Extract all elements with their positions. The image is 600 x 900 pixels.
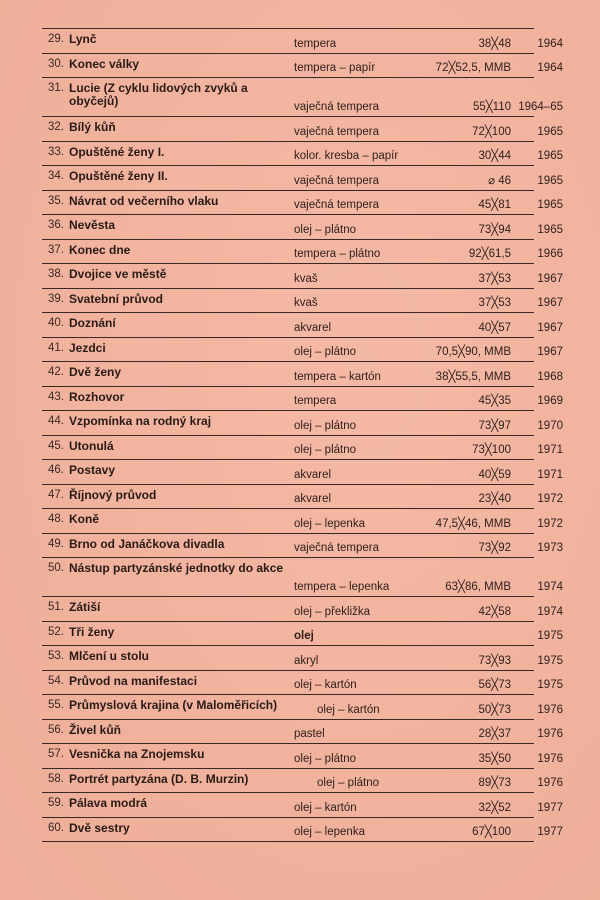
- artwork-size: 37╳53: [478, 297, 511, 309]
- artwork-title: Rozhovor: [69, 389, 125, 404]
- artwork-size: 89╳73: [478, 777, 511, 789]
- table-row: [42, 818, 563, 843]
- artwork-size: 38╳48: [478, 37, 511, 50]
- table-row: [42, 338, 563, 363]
- artwork-title: Lucie (Z cyklu lidových zvyků a obyčejů): [69, 81, 248, 108]
- artwork-medium: kvaš: [294, 297, 318, 309]
- table-row: [42, 671, 563, 696]
- artwork-title: Konec války: [69, 56, 140, 71]
- artwork-size: ⌀ 46: [488, 174, 511, 187]
- row-number: 37.: [48, 243, 64, 256]
- artwork-size: 67╳100: [472, 826, 511, 838]
- artwork-year: 1971: [537, 444, 563, 456]
- artwork-year: 1965: [537, 223, 563, 236]
- artwork-year: 1969: [537, 395, 563, 407]
- artwork-title: Brno od Janáčkova divadla: [69, 536, 225, 551]
- artwork-year: 1977: [537, 826, 563, 838]
- table-row: [42, 460, 563, 485]
- table-row: [42, 191, 563, 216]
- table-row: [42, 558, 563, 597]
- artwork-medium: vaječná tempera: [294, 199, 380, 211]
- table-row: [42, 744, 563, 769]
- artwork-size: 73╳92: [478, 542, 511, 554]
- artwork-medium: olej – plátno: [294, 346, 357, 358]
- artwork-medium: olej – překližka: [294, 605, 371, 618]
- table-row: [42, 597, 563, 622]
- artwork-medium: olej – kartón: [317, 703, 380, 716]
- row-number: 32.: [48, 121, 64, 133]
- row-number: 45.: [48, 439, 64, 452]
- artwork-medium: kvaš: [294, 272, 318, 285]
- artwork-medium: vaječná tempera: [294, 101, 380, 113]
- artwork-medium: tempera – kartón: [294, 370, 381, 383]
- artwork-title: Dvojice ve městě: [69, 267, 167, 281]
- artwork-title: Průvod na manifestaci: [69, 673, 198, 688]
- artwork-title: Postavy: [69, 463, 116, 477]
- artwork-size: 56╳73: [478, 679, 511, 691]
- table-row: [42, 509, 563, 534]
- row-number: 39.: [48, 292, 64, 305]
- row-number: 49.: [48, 537, 64, 550]
- artwork-size: 73╳100: [472, 444, 511, 456]
- artwork-title: Průmyslová krajina (v Maloměřicích): [69, 698, 278, 712]
- row-number: 38.: [48, 268, 64, 280]
- row-number: 42.: [48, 366, 64, 378]
- artwork-catalog-table: [42, 28, 563, 842]
- artwork-medium: olej – plátno: [317, 777, 380, 789]
- artwork-size: 72╳100: [472, 125, 511, 138]
- artwork-size: 38╳55,5, MMB: [435, 370, 511, 383]
- artwork-medium: kolor. kresba – papír: [294, 150, 399, 162]
- artwork-year: 1977: [537, 801, 563, 814]
- artwork-size: 28╳37: [478, 728, 511, 740]
- artwork-title: Vzpomínka na rodný kraj: [69, 414, 212, 428]
- artwork-title: Lynč: [69, 32, 97, 46]
- artwork-size: 72╳52,5, MMB: [435, 62, 511, 74]
- artwork-title: Nevěsta: [69, 218, 116, 232]
- artwork-medium: vaječná tempera: [294, 125, 380, 138]
- row-number: 34.: [48, 170, 64, 182]
- artwork-size: 73╳93: [478, 654, 511, 667]
- artwork-size: 35╳50: [478, 752, 511, 765]
- row-number: 46.: [48, 464, 64, 476]
- artwork-year: 1965: [537, 199, 563, 211]
- artwork-size: 45╳81: [478, 199, 511, 211]
- artwork-title: Živel kůň: [69, 722, 122, 737]
- artwork-size: 37╳53: [478, 272, 511, 285]
- artwork-medium: akvarel: [294, 468, 332, 481]
- artwork-size: 30╳44: [478, 150, 511, 162]
- table-row: [42, 313, 563, 338]
- table-row: [42, 166, 563, 191]
- artwork-medium: olej – kartón: [294, 801, 357, 814]
- artwork-medium: akvarel: [294, 493, 332, 505]
- artwork-medium: olej – plátno: [294, 752, 357, 765]
- row-number: 60.: [48, 821, 64, 834]
- row-number: 50.: [48, 562, 64, 574]
- artwork-year: 1974: [537, 605, 563, 618]
- table-row: [42, 78, 563, 117]
- table-row: [42, 142, 563, 167]
- artwork-title: Utonulá: [69, 438, 114, 453]
- table-row: [42, 695, 563, 720]
- artwork-title: Mlčení u stolu: [69, 649, 150, 663]
- table-row: [42, 485, 563, 510]
- row-number: 30.: [48, 57, 64, 70]
- artwork-year: 1964: [537, 37, 563, 50]
- artwork-medium: tempera: [294, 37, 337, 50]
- row-number: 47.: [48, 488, 64, 501]
- artwork-medium: olej – kartón: [294, 679, 357, 691]
- artwork-size: 32╳52: [478, 801, 511, 814]
- artwork-title: Vesnička na Znojemsku: [69, 747, 205, 761]
- row-number: 57.: [48, 748, 64, 760]
- artwork-year: 1976: [537, 777, 563, 789]
- table-row: [42, 240, 563, 265]
- artwork-year: 1976: [537, 703, 563, 716]
- artwork-title: Bílý kůň: [69, 120, 116, 134]
- artwork-size: 63╳86, MMB: [445, 581, 511, 593]
- artwork-title: Zátiší: [69, 600, 101, 614]
- artwork-medium: olej – plátno: [294, 419, 357, 432]
- row-number: 52.: [48, 625, 64, 638]
- artwork-year: 1964–65: [518, 101, 563, 113]
- artwork-title: Portrét partyzána (D. B. Murzin): [69, 771, 249, 786]
- artwork-title: Návrat od večerního vlaku: [69, 193, 219, 208]
- table-row: [42, 264, 563, 289]
- artwork-medium: olej – lepenka: [294, 826, 365, 838]
- table-row: [42, 387, 563, 412]
- row-number: 33.: [48, 145, 64, 158]
- table-row: [42, 54, 563, 79]
- artwork-year: 1967: [537, 272, 563, 285]
- table-row: [42, 534, 563, 559]
- artwork-year: 1967: [537, 346, 563, 358]
- artwork-title: Říjnový průvod: [69, 487, 157, 502]
- table-row: [42, 793, 563, 818]
- artwork-year: 1976: [537, 752, 563, 765]
- artwork-medium: tempera – lepenka: [294, 581, 390, 593]
- artwork-medium: vaječná tempera: [294, 174, 380, 187]
- artwork-title: Opuštěné ženy II.: [69, 169, 168, 183]
- table-row: [42, 769, 563, 794]
- row-number: 31.: [48, 82, 64, 94]
- artwork-title: Dvě sestry: [69, 820, 130, 835]
- artwork-year: 1972: [537, 493, 563, 505]
- artwork-size: 55╳110: [472, 101, 511, 113]
- artwork-medium: akryl: [294, 654, 319, 667]
- artwork-size: 40╳59: [478, 468, 511, 481]
- table-row: [42, 117, 563, 142]
- artwork-year: 1975: [537, 679, 563, 691]
- artwork-size: 45╳35: [478, 395, 511, 407]
- artwork-size: 23╳40: [478, 493, 511, 505]
- artwork-year: 1975: [537, 654, 563, 667]
- row-number: 51.: [48, 601, 64, 613]
- artwork-year: 1965: [537, 174, 563, 187]
- artwork-medium: tempera: [294, 395, 337, 407]
- table-row: [42, 436, 563, 461]
- row-number: 44.: [48, 415, 64, 427]
- artwork-year: 1975: [537, 630, 563, 642]
- artwork-year: 1967: [537, 297, 563, 309]
- table-row: [42, 720, 563, 745]
- artwork-title: Svatební průvod: [69, 291, 164, 306]
- artwork-title: Dvě ženy: [69, 365, 122, 379]
- row-number: 43.: [48, 390, 64, 403]
- row-number: 41.: [48, 341, 64, 354]
- artwork-year: 1973: [537, 542, 563, 554]
- artwork-size: 50╳73: [478, 703, 511, 716]
- row-number: 59.: [48, 797, 64, 809]
- artwork-year: 1970: [537, 419, 563, 432]
- artwork-size: 73╳94: [478, 223, 511, 236]
- table-row: [42, 29, 563, 54]
- artwork-medium: tempera – papír: [294, 62, 376, 74]
- artwork-size: 70,5╳90, MMB: [435, 346, 511, 358]
- artwork-year: 1974: [537, 581, 563, 593]
- row-number: 58.: [48, 772, 64, 785]
- artwork-year: 1972: [537, 517, 563, 530]
- row-number: 48.: [48, 513, 64, 525]
- artwork-year: 1964: [537, 62, 563, 74]
- artwork-size: 73╳97: [478, 419, 511, 432]
- table-row: [42, 411, 563, 436]
- artwork-title: Tři ženy: [69, 624, 115, 639]
- artwork-title: Pálava modrá: [69, 796, 148, 810]
- table-row: [42, 622, 563, 647]
- artwork-year: 1967: [537, 321, 563, 334]
- artwork-medium: olej: [294, 630, 314, 642]
- artwork-title: Opuštěné ženy I.: [69, 144, 165, 159]
- artwork-title: Doznání: [69, 316, 116, 330]
- artwork-medium: olej – plátno: [294, 444, 357, 456]
- artwork-medium: pastel: [294, 728, 325, 740]
- row-number: 54.: [48, 674, 64, 687]
- artwork-year: 1976: [537, 728, 563, 740]
- row-number: 36.: [48, 219, 64, 231]
- row-number: 40.: [48, 317, 64, 329]
- artwork-year: 1971: [537, 468, 563, 481]
- row-number: 56.: [48, 723, 64, 736]
- artwork-year: 1965: [537, 150, 563, 162]
- artwork-medium: olej – lepenka: [294, 517, 365, 530]
- row-number: 53.: [48, 650, 64, 662]
- artwork-size: 47,5╳46, MMB: [435, 517, 511, 530]
- row-number: 55.: [48, 699, 64, 711]
- artwork-size: 42╳58: [478, 605, 511, 618]
- artwork-title: Jezdci: [69, 340, 106, 355]
- artwork-title: Konec dne: [69, 242, 131, 257]
- row-number: 35.: [48, 194, 64, 207]
- row-number: 29.: [48, 33, 64, 45]
- artwork-medium: olej – plátno: [294, 223, 357, 236]
- table-row: [42, 646, 563, 671]
- artwork-size: 40╳57: [478, 321, 511, 334]
- table-row: [42, 362, 563, 387]
- artwork-title: Koně: [69, 512, 99, 526]
- table-row: [42, 215, 563, 240]
- artwork-year: 1968: [537, 370, 563, 383]
- artwork-size: 92╳61,5: [468, 248, 511, 260]
- artwork-medium: tempera – plátno: [294, 248, 381, 260]
- artwork-year: 1966: [537, 248, 563, 260]
- artwork-size: [429, 642, 511, 644]
- artwork-year: 1965: [537, 125, 563, 138]
- table-row: [42, 289, 563, 314]
- artwork-medium: akvarel: [294, 321, 332, 334]
- artwork-medium: vaječná tempera: [294, 542, 380, 554]
- artwork-title: Nástup partyzánské jednotky do akce: [69, 561, 284, 575]
